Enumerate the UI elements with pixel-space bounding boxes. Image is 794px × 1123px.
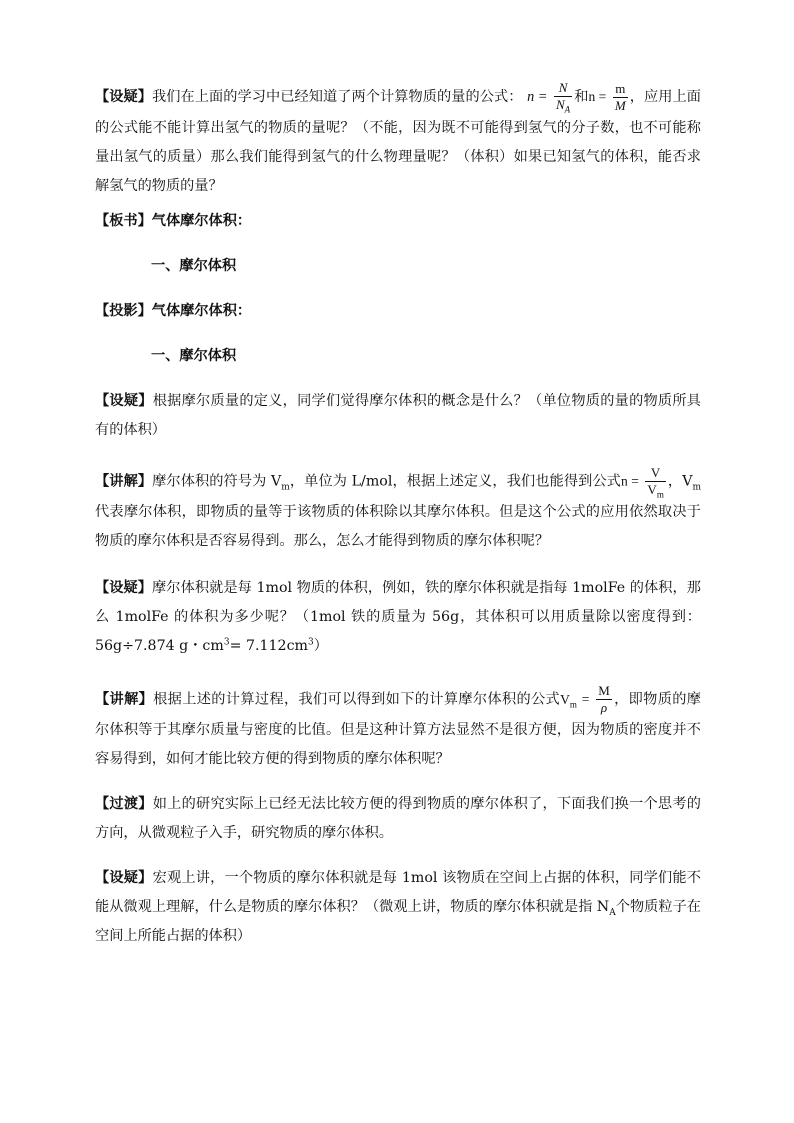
formula-n-over-na: $\frac{N}{N_A}$ [555,80,571,115]
paragraph-9: 【讲解】根据上述的计算过程，我们可以得到如下的计算摩尔体积的公式$V_m$ = $\frac{M}{\rho}$ ，即物质的摩尔体积等于其摩尔质量与密度的比值。但是这种计算方法显然不是很方便，因为物质的密度并不容易得到，如何才能比较方便的得到物质的摩尔体积呢？ [95,683,701,767]
paragraph-7: 【讲解】摩尔体积的符号为 $V_m$，单位为 L/mol，根据上述定义，我们也能得到公式n = $\frac{V}{V_m}$ ，$V_m$代表摩尔体积，即物质的量等于该物质的体积除以其摩尔体积。但是这个公式的应用依然取决于物质的摩尔体积是否容易得到。那么，怎么才能得到物质的摩尔体积呢？ [95,465,701,549]
paragraph-4: 【投影】气体摩尔体积： [95,303,252,319]
paragraph-10: 【过渡】如上的研究实际上已经无法比较方便的得到物质的摩尔体积了，下面我们换一个思考的方向，从微观粒子入手，研究物质的摩尔体积。 [95,796,701,841]
paragraph-3: 一、摩尔体积 [151,258,237,274]
paragraph-2: 【板书】气体摩尔体积： [95,213,252,229]
paragraph-8: 【设疑】摩尔体积就是每 1mol 物质的体积，例如，铁的摩尔体积就是指每 1molFe 的体积，那么 1molFe 的体积为多少呢？（1mol 铁的质量为 56g，其体积可以用质量除以密度得到：56g÷7.874 g・$cm^3= 7.112cm^3$） [95,580,701,654]
formula-m-over-rho: $\frac{M}{\rho}$ [598,683,610,715]
paragraph-1: 【设疑】我们在上面的学习中已经知道了两个计算物质的量的公式： n = $\frac{N}{N_A}$ 和n = $\frac{m}{M}$ ，应用上面的公式能不能计算出氢气的物质的量呢？（不能，因为既不可能得到氢气的分子数，也不可能称量出氢气的质量）那么我们能得到氢气的什么物理量呢？（体积）如果已知氢气的体积，能否求解氢气的物质的量？ [95,80,701,194]
formula-m-over-mm: $\frac{m}{M}$ [614,80,626,113]
document-page [95,80,701,951]
formula-v-over-vm: $\frac{V}{V_m}$ [647,465,664,500]
paragraph-6: 【设疑】根据摩尔质量的定义，同学们觉得摩尔体积的概念是什么？（单位物质的量的物质所具有的体积） [95,393,701,438]
paragraph-11: 【设疑】宏观上讲，一个物质的摩尔体积就是每 1mol 该物质在空间上占据的体积，同学们能不能从微观上理解，什么是物质的摩尔体积？（微观上讲，物质的摩尔体积就是指 $N_A$个物质粒子在空间上所能占据的体积） [95,870,701,944]
tag-label: 【设疑】 [95,89,153,105]
paragraph-5: 一、摩尔体积 [151,348,237,364]
